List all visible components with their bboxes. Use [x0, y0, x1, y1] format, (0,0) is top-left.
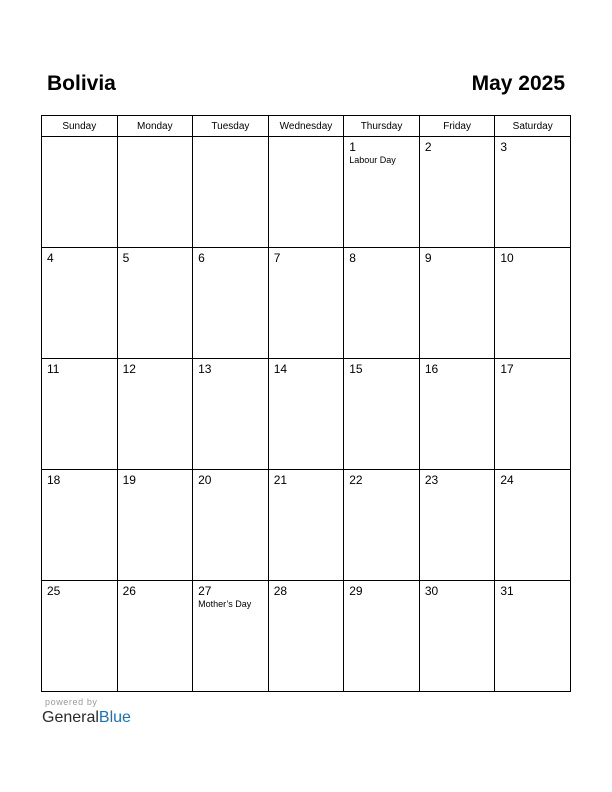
week-row: [42, 470, 571, 581]
day-number: 14: [273, 362, 288, 376]
day-cell: [495, 359, 571, 470]
day-cell: [268, 248, 344, 359]
day-number: 5: [122, 251, 130, 265]
day-cell: [117, 581, 193, 692]
day-number: 28: [273, 584, 288, 598]
day-number: 24: [500, 473, 514, 487]
day-cell: [344, 581, 420, 692]
day-number: 15: [349, 362, 363, 376]
week-row: [42, 248, 571, 359]
weekday-monday: Monday: [117, 116, 193, 137]
day-cell: [495, 137, 571, 248]
day-number: 2: [424, 140, 432, 154]
day-number: 10: [500, 251, 514, 265]
day-cell: [495, 581, 571, 692]
day-cell: [42, 581, 118, 692]
day-number: 25: [47, 584, 61, 598]
day-cell: [193, 581, 269, 692]
week-row: [42, 581, 571, 692]
weekday-header-row: [42, 116, 571, 137]
day-cell: [117, 137, 193, 248]
day-cell: [419, 359, 495, 470]
day-number: 18: [47, 473, 61, 487]
day-cell: [117, 248, 193, 359]
weekday-wednesday: Wednesday: [268, 116, 344, 137]
powered-by-text: powered by: [45, 697, 98, 707]
day-number: 30: [424, 584, 439, 598]
day-number: 20: [198, 473, 212, 487]
day-number: 1: [349, 140, 356, 154]
day-cell: [268, 581, 344, 692]
day-cell: [193, 137, 269, 248]
day-cell: [268, 359, 344, 470]
week-row: [42, 137, 571, 248]
day-number: 22: [349, 473, 363, 487]
holiday-label: Mother’s Day: [198, 599, 252, 609]
day-number: 13: [198, 362, 212, 376]
day-cell: [42, 359, 118, 470]
day-cell: [419, 581, 495, 692]
calendar-grid: [41, 115, 571, 692]
day-number: 17: [500, 362, 514, 376]
brand-general-text: General: [42, 709, 99, 726]
day-cell: [268, 137, 344, 248]
day-number: 9: [424, 251, 432, 265]
country-title: Bolivia: [47, 72, 116, 95]
day-number: 23: [424, 473, 439, 487]
day-number: 16: [424, 362, 439, 376]
day-cell: [42, 248, 118, 359]
holiday-label: Labour Day: [349, 155, 396, 165]
day-cell: [117, 359, 193, 470]
day-number: 31: [500, 584, 514, 598]
day-cell: [495, 470, 571, 581]
day-cell: [344, 470, 420, 581]
week-row: [42, 359, 571, 470]
weekday-saturday: Saturday: [495, 116, 571, 137]
day-cell: [117, 470, 193, 581]
day-cell: [42, 137, 118, 248]
day-cell: [193, 359, 269, 470]
day-cell: [419, 248, 495, 359]
day-cell: [344, 137, 420, 248]
day-number: 27: [198, 584, 212, 598]
day-number: 4: [47, 251, 54, 265]
day-number: 29: [349, 584, 363, 598]
day-number: 3: [500, 140, 508, 154]
brand-name: [42, 708, 131, 728]
day-number: 19: [122, 473, 136, 487]
day-number: 21: [273, 473, 288, 487]
day-cell: [42, 470, 118, 581]
day-number: 26: [122, 584, 136, 598]
weekday-tuesday: Tuesday: [193, 116, 269, 137]
day-cell: [495, 248, 571, 359]
month-year-title: May 2025: [471, 72, 565, 95]
day-cell: [344, 248, 420, 359]
day-number: 7: [273, 251, 281, 265]
day-cell: [419, 137, 495, 248]
weekday-thursday: Thursday: [344, 116, 420, 137]
day-cell: [268, 470, 344, 581]
day-number: 12: [122, 362, 136, 376]
brand-blue-text: Blue: [98, 709, 131, 726]
day-cell: [193, 248, 269, 359]
day-number: 11: [47, 362, 60, 376]
day-cell: [193, 470, 269, 581]
day-cell: [344, 359, 420, 470]
generalblue-logo: [42, 697, 131, 728]
day-cell: [419, 470, 495, 581]
weekday-sunday: Sunday: [42, 116, 118, 137]
day-number: 8: [349, 251, 356, 265]
weekday-friday: Friday: [419, 116, 495, 137]
day-number: 6: [198, 251, 205, 265]
